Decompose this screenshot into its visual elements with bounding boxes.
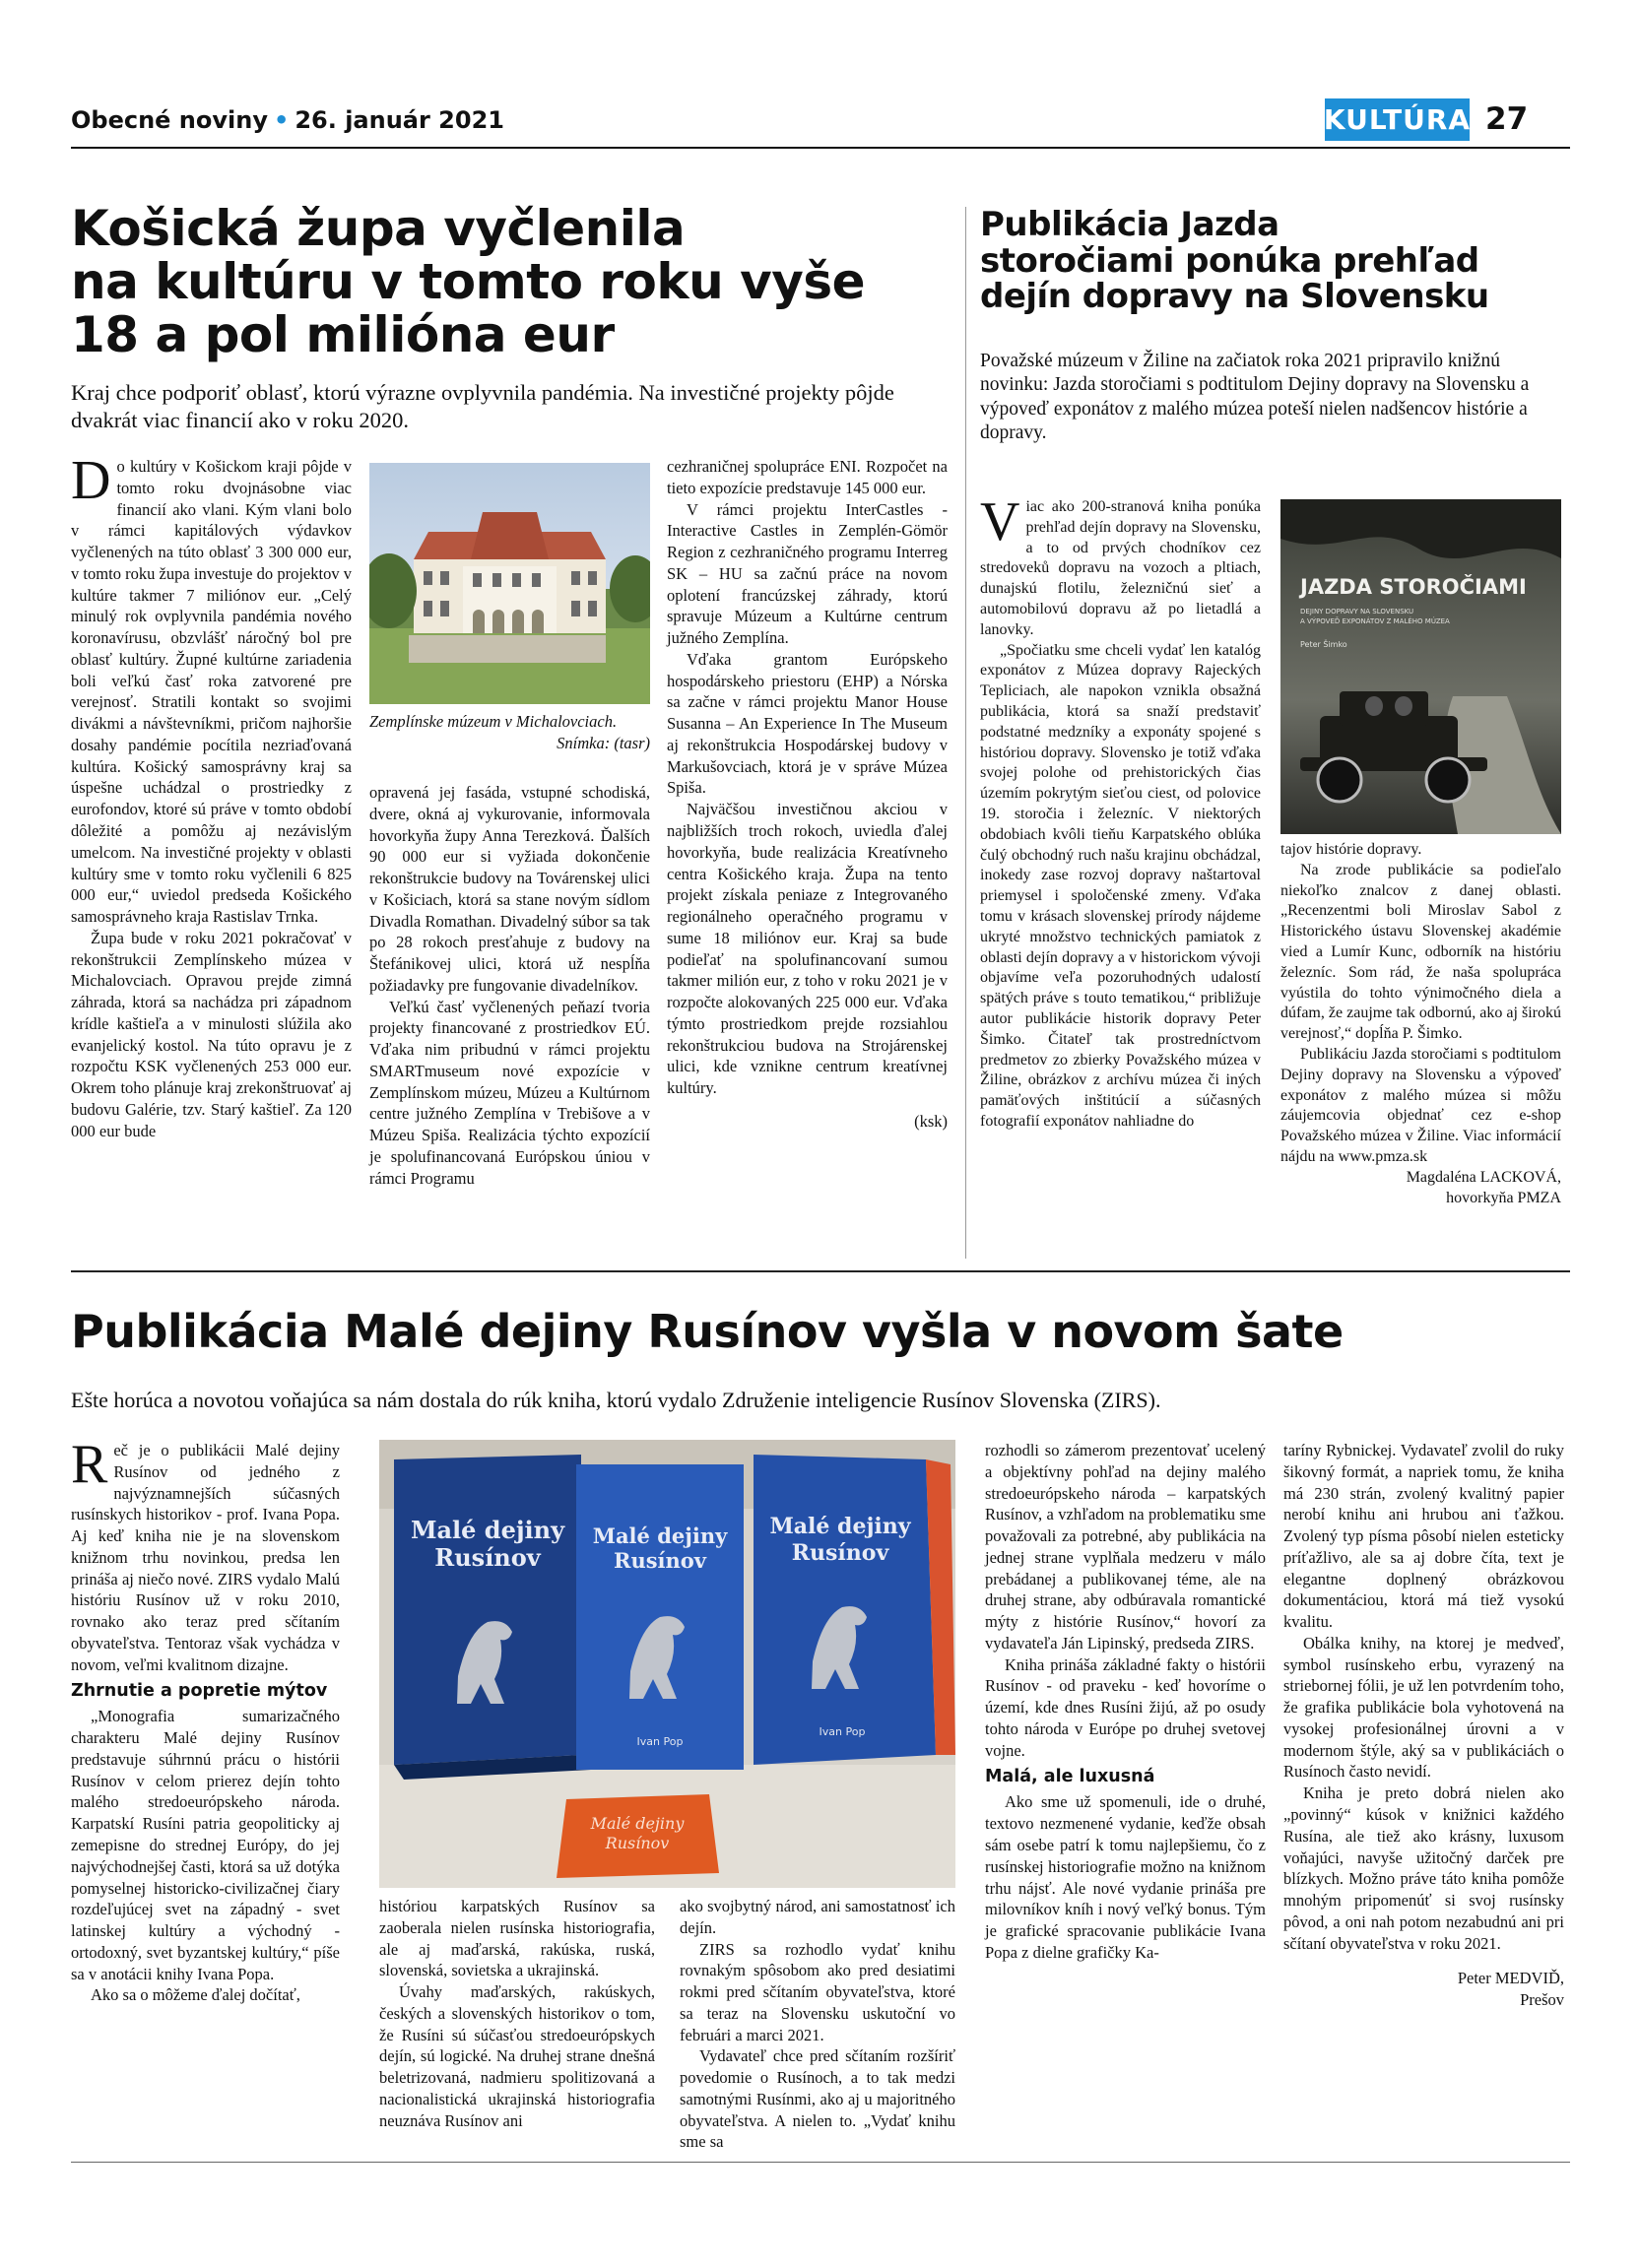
paragraph: Publikáciu Jazda storočiami s podtitulom Dejiny dopravy na Slovensku a výpoveď exponátov z malého múzea si môžu záujemcovia objednať cez e-shop Považského múzea v Žiline. Viac informácií nájdu na www.pmza.sk (1280, 1045, 1561, 1165)
header-rule (71, 147, 1570, 149)
headline-line: Košická župa vyčlenila (71, 200, 686, 257)
book-subtitle-line: A VÝPOVEĎ EXPONÁTOV Z MALÉHO MÚZEA (1300, 617, 1450, 625)
book-title-line: Rusínov (791, 1540, 889, 1566)
paragraph: taríny Rybnickej. Vydavateľ zvolil do ruky šikovný formát, a napriek tomu, že kniha má 230 strán, zvolený kvalitný papier nerobí knihu ani hrubou ani ťažkou. Zvolený typ písma pôsobí nielen esteticky príťažlivo, ale sa aj dobre číta, text je elegantne doplnený obrázkovou dokumentáciou, ktorá má tiež vysokú kvalitu. (1283, 1441, 1564, 1632)
book-subtitle-line: DEJINY DOPRAVY NA SLOVENSKU (1300, 608, 1414, 616)
article1-headline (71, 202, 957, 361)
bottom-rule (71, 2162, 1570, 2163)
paragraph: Na zrode publikácie sa podieľalo niekoľko znalcov z danej oblasti. „Recenzentmi boli Miroslav Sabol z Historického ústavu Slovenskej akadémie vied a Lumír Kunc, odborník na históriu železníc. Som rád, že naša spolupráca vyústila do tohto výnimočného diela a dúfam, že zaujme tak odbornú, ako aj širokú verejnosť,“ dopĺňa P. Šimko. (1280, 861, 1561, 1043)
paragraph: Kniha je preto dobrá nielen ako „povinný“ kúsok v knižnici každého Rusína, ale tiež ako krásny, luxusom voňajúci, navyše užitočný darček pre blízkych. Možno práve táto kniha pomôže mnohým pripomenúť si svoj rusínsky pôvod, a oni nah potom nezabudnú ani pri sčítaní obyvateľstva v roku 2021. (1283, 1783, 1564, 1953)
paragraph: V rámci projektu InterCastles - Interactive Castles in Zemplén-Gömör Region z cezhraničného programu Interreg SK – HU sa začnú práce na novom oplotení francúzskej záhrady, ktorú spravuje Múzeum a Kultúrne centrum južného Zemplína. (667, 499, 948, 648)
paragraph: Najväčšou investičnou akciou v najbližších troch rokoch, uviedla ďalej hovorkyňa, bude realizácia Kreatívneho centra Košického kraja. Župa na tento projekt získala peniaze z Integrovaného regionálneho operačného programu v sume 18 miliónov eur. Kraj sa bude podieľať na spolufinancovaní sumou takmer milión eur, z toho v roku 2021 je v rozpočte alokovaných 225 000 eur. Vďaka týmto prostriedkom prejde rozsiahlou rekonštrukciou budova na Strojárenskej ulici, kde vznikne centrum kreatívnej kultúry. (667, 800, 948, 1098)
caption-text: Zemplínske múzeum v Michalovciach. (369, 712, 618, 731)
article2-column-1 (980, 491, 1261, 1133)
paragraph: rozhodli so zámerom prezentovať ucelený a objektívny pohľad na dejiny malého stredoeurópskeho národa – karpatských Rusínov, a vzhľadom na problematiku sme považovali za potrebné, aby publikácia na jednej strane vyplňala medzeru v málo prebádanej a publikovanej téme, ale na druhej strane, aby odbúravala romantické mýty z histórie Rusínov,“ hovorí za vydavateľa Ján Lipinský, predseda ZIRS. (985, 1441, 1266, 1652)
paragraph: iac ako 200-stranová kniha ponúka prehľad dejín dopravy na Slovensku, a to od prvých chodníkov cez stredoveků dopravu na vozoch a pltiach, dunajskú flotilu, železničnú sieť a automobilovú dopravu až po lietadlá a lanovky. (980, 498, 1261, 638)
section-label: KULTÚRA (1325, 98, 1470, 141)
book-author: Ivan Pop (819, 1725, 866, 1738)
paragraph: Ako sme už spomenuli, ide o druhé, textovo nezmenené vydanie, keďže obsah sám osebe patrí k tomu najlepšiemu, čo z rusínskej historiografie možno na knižnom trhu nájsť. Ale nové vydanie prináša pre milovníkov kníh i nový veľký bonus. Tým je grafické spracovanie publikácie Ivana Popa z dielne grafičky Ka- (985, 1792, 1266, 1962)
headline-line: Publikácia Jazda (980, 205, 1279, 244)
paragraph: „Monografia sumarizačného charakteru Malé dejiny Rusínov predstavuje súhrnnú prácu o histórii Rusínov v celom prierez dejín tohto malého stredoeurópskeho národa. Karpatskí Rusíni patria geopoliticky aj zemepisne do strednej Európy, do jej najvýchodnejšej časti, ktorá sa už dotýka pomyselnej historicko-civilizačnej čiary rozdeľujúcej svet na západný - svet latinskej kultúry a východný - ortodoxný, svet byzantskej kultúry,“ píše sa v anotácii knihy Ivana Popa. (71, 1707, 340, 1983)
book-author: Peter Šimko (1300, 640, 1347, 649)
rusins-books-photo (379, 1440, 955, 1888)
paragraph: eč je o publikácii Malé dejiny Rusínov od jedného z najvýznamnejších súčasných rusínskych historikov - prof. Ivana Popa. Aj keď kniha nie je na slovenskom knižnom trhu novinkou, predsa len prináša aj niečo nové. ZIRS vydalo Malú históriu Rusínov už v roku 2010, rovnako ako teraz pred sčítaním obyvateľstva. Tentoraz však vychádza v novom, veľmi kvalitnom dizajne. (71, 1441, 340, 1674)
book-title-line: Malé dejiny (592, 1523, 728, 1548)
book-title: JAZDA STOROČIAMI (1300, 575, 1527, 599)
article1-column-3 (667, 456, 948, 1133)
article3-column-3 (680, 1896, 955, 2153)
paragraph: Kniha prináša základné fakty o histórii Rusínov - od praveku - keď hovoríme o území, kde dnes Rusíni žijú, až po osudy tohto národa v Európe po druhej svetovej vojne. (985, 1654, 1266, 1760)
article2-headline (980, 207, 1571, 315)
page-number: 27 (1485, 101, 1529, 137)
article3-column-4 (985, 1440, 1266, 1964)
article1-column-1 (71, 450, 352, 1142)
article-divider (71, 1270, 1570, 1272)
author-name: Peter MEDVIĎ, (1457, 1969, 1564, 1988)
paragraph: ZIRS sa rozhodlo vydať knihu rovnakým spôsobom ako pred desiatimi rokmi pred sčítaním obyvateľstva, ktoré sa teraz na Slovensku uskutoční vo februári a marci 2021. (680, 1939, 955, 2044)
article3-column-2 (379, 1896, 655, 2131)
book-cover-photo (1280, 499, 1561, 834)
photo-credit: Snímka: (tasr) (557, 733, 650, 752)
book-author: Ivan Pop (636, 1735, 684, 1748)
headline-line: 18 a pol milióna eur (71, 306, 615, 363)
paragraph: opravená jej fasáda, vstupné schodiská, dvere, okná aj vykurovanie, informovala hovorkyňa župy Anna Terezková. Ďalších 90 000 eur si vyžiada dokončenie rekonštrukcie budovy na Továrenskej ulici v Košiciach, ktorá sa stane novým sídlom Divadla Romathan. Divadelný súbor sa tak po 28 rokoch presťahuje z budovy na Štefánikovej ulici, ktorá už nespĺňa požiadavky pre fungovanie divadelníkov. (369, 783, 650, 995)
paragraph: cezhraničnej spolupráce ENI. Rozpočet na tieto expozície predstavuje 145 000 eur. (667, 457, 948, 497)
publication-name: Obecné noviny (71, 106, 268, 134)
article3-column-1 (71, 1434, 340, 2006)
headline-line: storočiami ponúka prehľad (980, 240, 1479, 281)
paragraph: Veľkú časť vyčlenených peňazí tvoria projekty financované z prostriedkov EÚ. Vďaka nim pribudnú v rámci projektu SMARTmuseum nové expozície v Zemplínskom múzeu, Múzeu a Kultúrnom centre južného Zemplína v Trebišove a v Múzeu Spiša. Realizácia týchto expozícií je spolufinancovaná Európskou úniou v rámci Programu (369, 997, 650, 1188)
book-title-line: Rusínov (605, 1834, 670, 1852)
subheading: Zhrnutie a popretie mýtov (71, 1681, 328, 1702)
paragraph: tajov histórie dopravy. (1280, 841, 1422, 858)
masthead (71, 106, 504, 134)
article1-lead: Kraj chce podporiť oblasť, ktorú výrazne ovplyvnila pandémia. Na investičné projekty pôjde dvakrát viac financií ako v roku 2020. (71, 380, 894, 432)
paragraph: Vydavateľ chce pred sčítaním rozšíriť povedomie o Rusínoch, a to tak medzi samotnými Rusínmi, ako aj u majoritného obyvateľstva. A nielen to. „Vydať knihu sme sa (680, 2046, 955, 2152)
paragraph: „Spočiatku sme chceli vydať len katalóg exponátov z Múzea dopravy Rajeckých Tepliciach, ale napokon vznikla obsažná publikácia, ktorá sa snaží predstaviť podstatné medzníky a exponáty spojené s históriou dopravy. Slovensko je totiž vďaka svojej polohe od prehistorických čias územím pokrytým sieťou ciest, od polovice 19. storočia i železníc. V niektorých obdobiach kvôli tieňu Karpatského oblúka čulý obchodný ruch našu krajinu obchádzal, inokedy zase rozvoj dopravy naštartoval priemysel i spoločenské zmeny. Vďaka tomu v krásach slovenskej prírody nájdeme ukryté množstvo technických pamiatok z oblasti dejín dopravy a v historickom vývoji objavíme veľa pozoruhodných udalostí spätých práve s touto tematikou,“ približuje autor publikácie historik dopravy Peter Šimko. Čitateľ tak prostredníctvom predmetov zo zbierky Považského múzea v Žiline, obrázkov z archívu múzea či iných pamäťových inštitúcií a súčasných fotografií exponátov nahliadne do (980, 641, 1261, 1130)
author-place: Prešov (1520, 1990, 1564, 2010)
photo-caption (369, 711, 650, 754)
article2-lead: Považské múzeum v Žiline na začiatok roka 2021 pripravilo knižnú novinku: Jazda storočiami s podtitulom Dejiny dopravy na Slovensku a výpoveď exponátov z malého múzea poteší nielen nadšencov histórie a dopravy. (980, 351, 1530, 444)
paragraph: Župa bude v roku 2021 pokračovať v rekonštrukcii Zemplínskeho múzea v Michalovciach. Opravou prejde zimná záhrada, ktorá sa nachádza pri západnom krídle kaštieľa a v minulosti slúžila ako evanjelický kostol. Na túto opravu je z rozpočtu KSK vyčlenených 253 000 eur. Okrem toho plánuje kraj zrekonštruovať aj budovu Galérie, tzv. Starý kaštieľ. Za 120 000 eur bude (71, 928, 352, 1140)
author-role: hovorkyňa PMZA (1446, 1189, 1561, 1206)
book-title-line: Malé dejiny (410, 1516, 565, 1544)
article3-lead: Ešte horúca a novotou voňajúca sa nám dostala do rúk kniha, ktorú vydalo Združenie inteligencie Rusínov Slovenska (ZIRS). (71, 1388, 1161, 1412)
dropcap: D (71, 450, 111, 511)
author-name: Magdaléna LACKOVÁ, (1406, 1168, 1561, 1186)
article2-column-2 (1280, 840, 1561, 1208)
paragraph: o kultúry v Košickom kraji pôjde v tomto roku dvojnásobne viac financií ako vlani. Kým vlani bolo v rámci kapitálových výdavkov vyčlenených na túto oblasť 3 300 000 eur, v tomto roku župa investuje do projektov v kultúre takmer 7 miliónov eur. „Celý minulý rok ovplyvnila pandémia nového koronavírusu, obzvlášť náročný bol pre oblasť kultúry. Župné kultúrne zariadenia boli veľkú časť roka zatvorené pre verejnosť. Stratili kontakt so svojimi divákmi a návštevníkmi, pričom najhoršie dosahy pandémie pocítila nezriaďovaná kultúra. Košický samosprávny kraj sa úspešne uchádzal o prostriedky z eurofondov, ktoré sú práve v tomto období dôležité a pomôžu aj nezávislým umelcom. Na investičné projekty v oblasti kultúry sme v tomto roku vyčlenili 6 825 000 eur,“ uviedol predseda Košického samosprávneho kraja Rastislav Trnka. (71, 457, 352, 927)
paragraph: Ako sa o môžeme ďalej dočítať, (91, 1985, 300, 2005)
book-title-line: Malé dejiny (769, 1514, 911, 1539)
dropcap: V (980, 491, 1020, 552)
book-title-line: Malé dejiny (590, 1814, 685, 1833)
book-title-line: Rusínov (434, 1543, 541, 1572)
dropcap: R (71, 1434, 108, 1495)
column-divider (965, 207, 966, 1259)
article1-column-2 (369, 782, 650, 1190)
paragraph: Obálka knihy, na ktorej je medveď, symbol rusínskeho erbu, vyrazený na striebornej fólii, je už len potvrdením toho, že grafika publikácie bola vyhotovená na vysokej profesionálnej úrovni a v modernom štýle, aký sa v publikáciách o Rusínoch často nevidí. (1283, 1633, 1564, 1782)
paragraph: históriou karpatských Rusínov sa zaoberala nielen rusínska historiografia, ale aj maďarská, rakúska, ruská, slovenská, sovietska a ukrajinská. (379, 1897, 655, 1980)
paragraph: ako svojbytný národ, ani samostatnosť ich dejín. (680, 1897, 955, 1937)
article3-headline: Publikácia Malé dejiny Rusínov vyšla v novom šate (71, 1305, 1344, 1358)
article-signature: (ksk) (914, 1111, 948, 1131)
article3-column-5 (1283, 1440, 1564, 2011)
paragraph: Vďaka grantom Európskeho hospodárskeho priestoru (EHP) a Nórska sa začne v rámci projektu Manor House Susanna – An Experience In The Museum aj rekonštrukcia Hospodárskej budovy v Markušovciach, ktorá je v správe Múzea Spiša. (667, 649, 948, 798)
headline-line: dejín dopravy na Slovensku (980, 277, 1489, 317)
museum-photo (369, 463, 650, 704)
issue-date: 26. január 2021 (295, 106, 504, 134)
headline-line: na kultúru v tomto roku vyše (71, 253, 866, 310)
separator-dot: • (273, 106, 290, 134)
paragraph: Úvahy maďarských, rakúskych, českých a slovenských historikov o tom, že Rusíni sú súčasťou stredoeurópskych dejín, sú logické. Na druhej strane dnešná beletrizovaná, nadmieru spolitizovaná a nacionalistická ukrajinská historiografia neuznáva Rusínov ani (379, 1982, 655, 2130)
book-title-line: Rusínov (614, 1548, 706, 1573)
subheading: Malá, ale luxusná (985, 1767, 1155, 1787)
